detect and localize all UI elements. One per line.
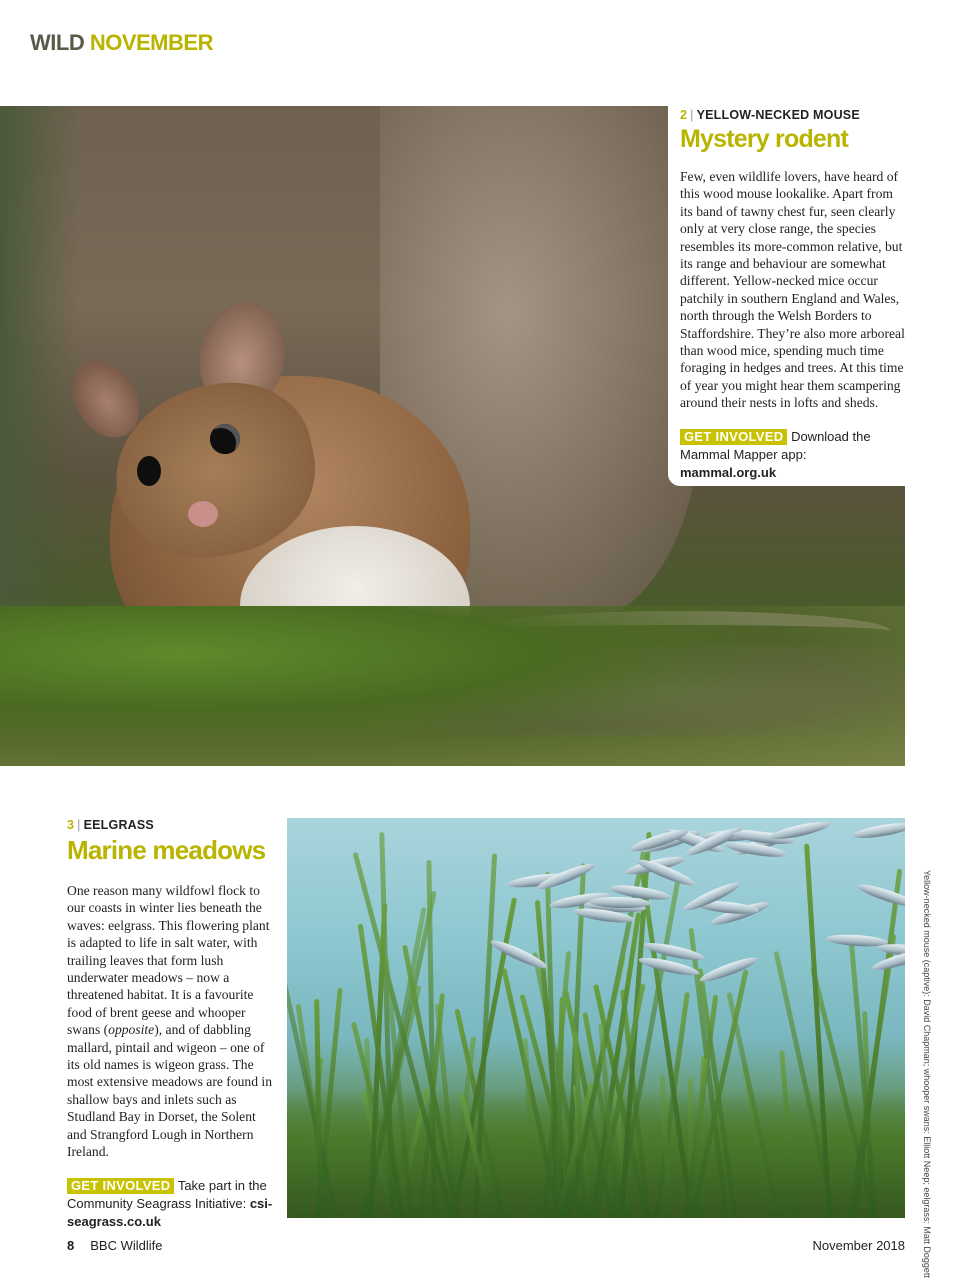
mouse-info-card — [668, 106, 905, 486]
section-tag — [30, 30, 213, 56]
page-number: 8 — [67, 1238, 75, 1253]
eelgrass-kicker-text: EELGRASS — [83, 818, 154, 832]
mouse-number: 2 — [680, 108, 688, 122]
fish — [698, 953, 760, 985]
footer-left — [67, 1238, 162, 1253]
eelgrass-body: One reason many wildfowl flock to our coasts in winter lies beneath the waves: eelgrass. This flowering plant is adapted to life in salt water, with trailing leaves that form lush underwater meadows – now a threatened habitat. It is a favourite food of brent geese and whooper swans (opposite), and of dabbling mallard, pintail and wigeon – one of its old names is wigeon grass. The most extensive meadows are found in shallow bays and inlets such as Studland Bay in Dorset, the Solent and Strangford Lough in Northern Ireland. — [67, 883, 272, 1160]
mouse-get-involved — [680, 428, 905, 482]
fish — [769, 818, 832, 842]
fish — [852, 820, 905, 841]
get-involved-text: Take part in the Community Seagrass Initiative: — [67, 1177, 267, 1211]
section-word: WILD — [30, 30, 85, 55]
mouse-headline: Mystery rodent — [680, 125, 849, 153]
mouse-kicker: 2 | YELLOW-NECKED MOUSE — [680, 108, 860, 122]
mouse-body: Few, even wildlife lovers, have heard of this wood mouse lookalike. Apart from its band of tawny chest fur, seen clearly only at very close range, the species resembles its more-common relative, but its range and behaviour are somewhat different. Yellow-necked mice occur patchily in southern England and Wales, north through the Welsh Borders to Staffordshire. They’re also more arboreal than wood mice, spending much time foraging in hedges and trees. At this time of year you might hear them scampering around their nests in lofts and sheds. — [680, 169, 905, 411]
get-involved-badge: GET INVOLVED — [680, 429, 787, 445]
get-involved-badge: GET INVOLVED — [67, 1178, 174, 1194]
eelgrass-photo — [287, 818, 905, 1218]
photo-credit: Yellow-necked mouse (captive): David Chapman; whooper swans: Elliott Neep; eelgrass: Matt Doggett — [922, 870, 932, 1278]
mammal-link[interactable]: mammal.org.uk — [680, 464, 777, 480]
issue-date: November 2018 — [812, 1238, 905, 1253]
mouse-kicker-text: YELLOW-NECKED MOUSE — [696, 108, 860, 122]
eelgrass-get-involved — [67, 1177, 277, 1231]
seagrass-link[interactable]: csi-seagrass.co.uk — [67, 1195, 273, 1229]
eelgrass-article — [67, 818, 277, 1231]
section-month: NOVEMBER — [89, 30, 213, 55]
eelgrass-number: 3 — [67, 818, 75, 832]
get-involved-text: Download the Mammal Mapper app: — [680, 428, 871, 462]
eelgrass-kicker: 3 | EELGRASS — [67, 818, 154, 832]
fish — [826, 933, 889, 948]
eelgrass-headline: Marine meadows — [67, 835, 266, 865]
magazine-name: BBC Wildlife — [90, 1238, 163, 1253]
